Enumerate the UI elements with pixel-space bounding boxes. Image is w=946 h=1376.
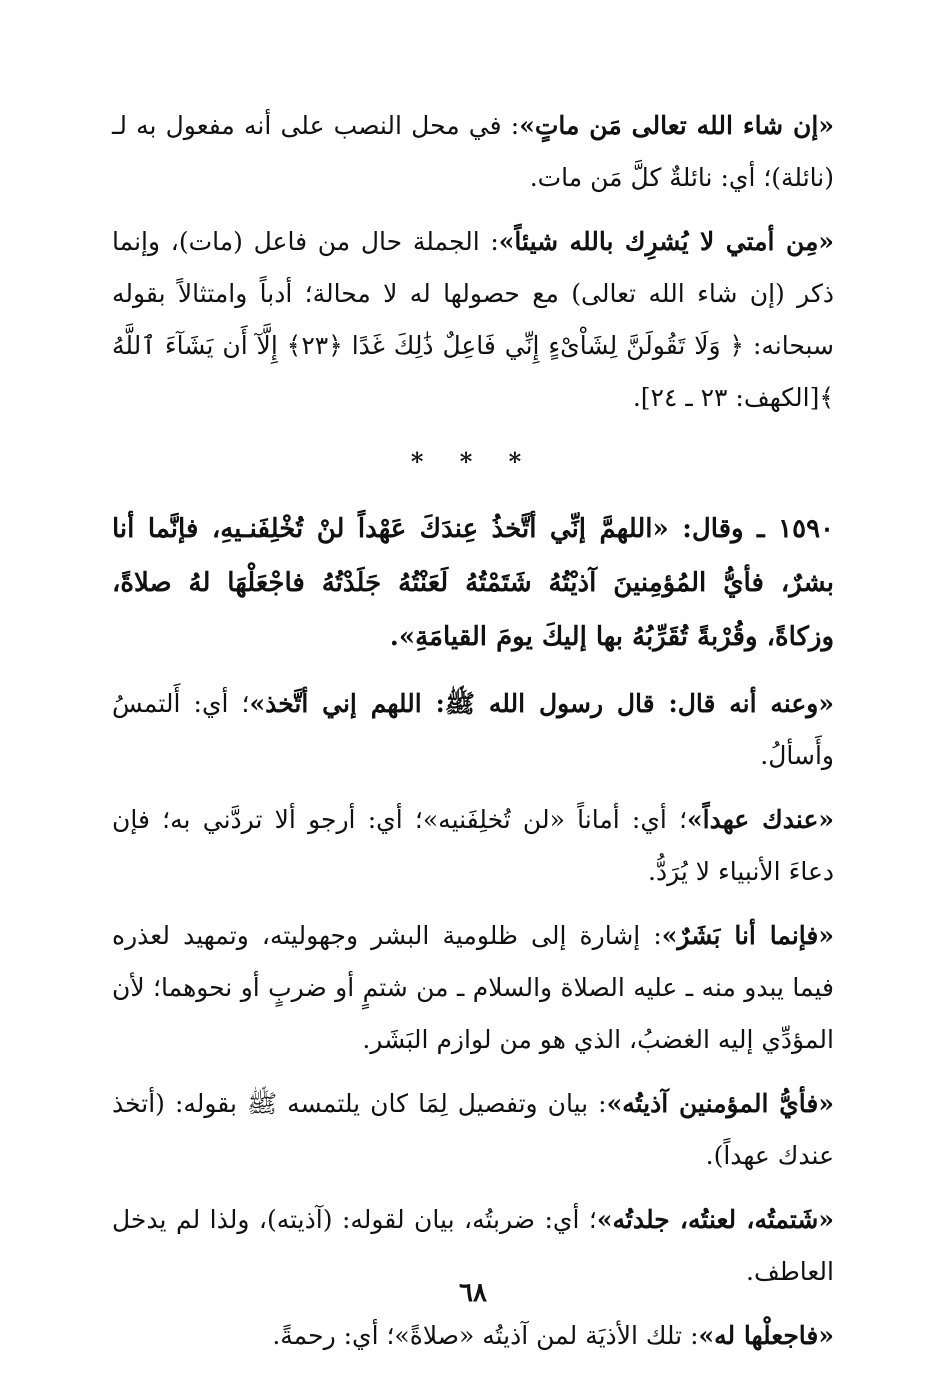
- gloss: : إشارة إلى ظلومية البشر وجهوليته، وتمهيد لعذره فيما يبدو منه ـ عليه الصلاة والسلام ـ من شتمٍ أو ضربٍ أو نحوهما؛ لأن المؤدِّي إليه الغضبُ، الذي هو من لوازم البَشَر.: [112, 921, 834, 1054]
- commentary-6: [112, 1310, 834, 1362]
- lemma: «وعنه أنه قال: قال رسول الله ﷺ: اللهم إني أتَّخذ»: [249, 689, 834, 718]
- lemma: «مِن أمتي لا يُشرِك بالله شيئاً»: [498, 227, 834, 256]
- lemma: «عندك عهداً»: [687, 805, 834, 834]
- commentary-1: [112, 678, 834, 782]
- commentary-4: [112, 1078, 834, 1182]
- commentary-3: [112, 910, 834, 1066]
- gloss: : الجملة حال من فاعل (مات)، وإنما ذكر (إن شاء الله تعالى) مع حصولها له لا محالة؛ أدباً وامتثالاً بقوله سبحانه: ﴿ وَلَا تَقُولَنَّ لِشَاْىْءٍ إِنِّي فَاعِلٌ ذَٰلِكَ غَدًا ﴿٢٣﴾ إِلَّآ أَن يَشَآءَ ٱللَّهُ ﴾[الكهف: ٢٣ ـ ٢٤].: [112, 227, 835, 412]
- section-separator: * * *: [410, 447, 536, 476]
- gloss: ؛ أي: ضربتُه، بيان لقوله: (آذيته)، ولذا لم يدخل العاطف.: [112, 1205, 834, 1286]
- lemma: «فاجعلْها له»: [698, 1321, 834, 1350]
- paragraph-2: [112, 216, 834, 424]
- hadith-text: ١٥٩٠ ـ وقال: «اللهمَّ إنِّي أتَّخذُ عِندَكَ عَهْداً لنْ تُخْلِفَنـيهِ، فإنَّما أنا بشرٌ، فأيُّ المُؤمِنينَ آذيْتُهُ شَتَمْتُهُ لَعَنْتُهُ جَلَدْتُهُ فاجْعَلْهَا لهُ صلاةً، وزكاةً، وقُرْبةً تُقَرِّبُهُ بها إليكَ يومَ القيامَةِ».: [112, 514, 834, 652]
- gloss: ؛ أي: أَلتمسُ وأَسألُ.: [112, 689, 834, 770]
- gloss: : في محل النصب على أنه مفعول به لـ (نائلة)؛ أي: نائلةٌ كلَّ مَن مات.: [112, 111, 834, 192]
- page-body: [112, 100, 834, 1374]
- gloss: : بيان وتفصيل لِمَا كان يلتمسه ﷺ بقوله: (أتخذ عندك عهداً).: [112, 1089, 834, 1170]
- lemma: «شَتمتُه، لعنتُه، جلدتُه»: [596, 1205, 834, 1234]
- commentary-2: [112, 794, 834, 898]
- paragraph-1: [112, 100, 834, 204]
- page-number: ٦٨: [459, 1278, 487, 1308]
- gloss: : تلك الأذيَة لمن آذيتُه «صلاةً»؛ أي: رحمةً.: [272, 1321, 699, 1350]
- lemma: «فأيُّ المؤمنين آذيتُه»: [606, 1089, 834, 1118]
- gloss: ؛ أي: أماناً «لن تُخلِفَنيه»؛ أي: أرجو ألا تردَّني به؛ فإن دعاءَ الأنبياء لا يُرَدُّ.: [112, 805, 834, 886]
- lemma: «فإنما أنا بَشَرٌ»: [661, 921, 834, 950]
- lemma: «إن شاء الله تعالى مَن ماتٍ»: [519, 111, 834, 140]
